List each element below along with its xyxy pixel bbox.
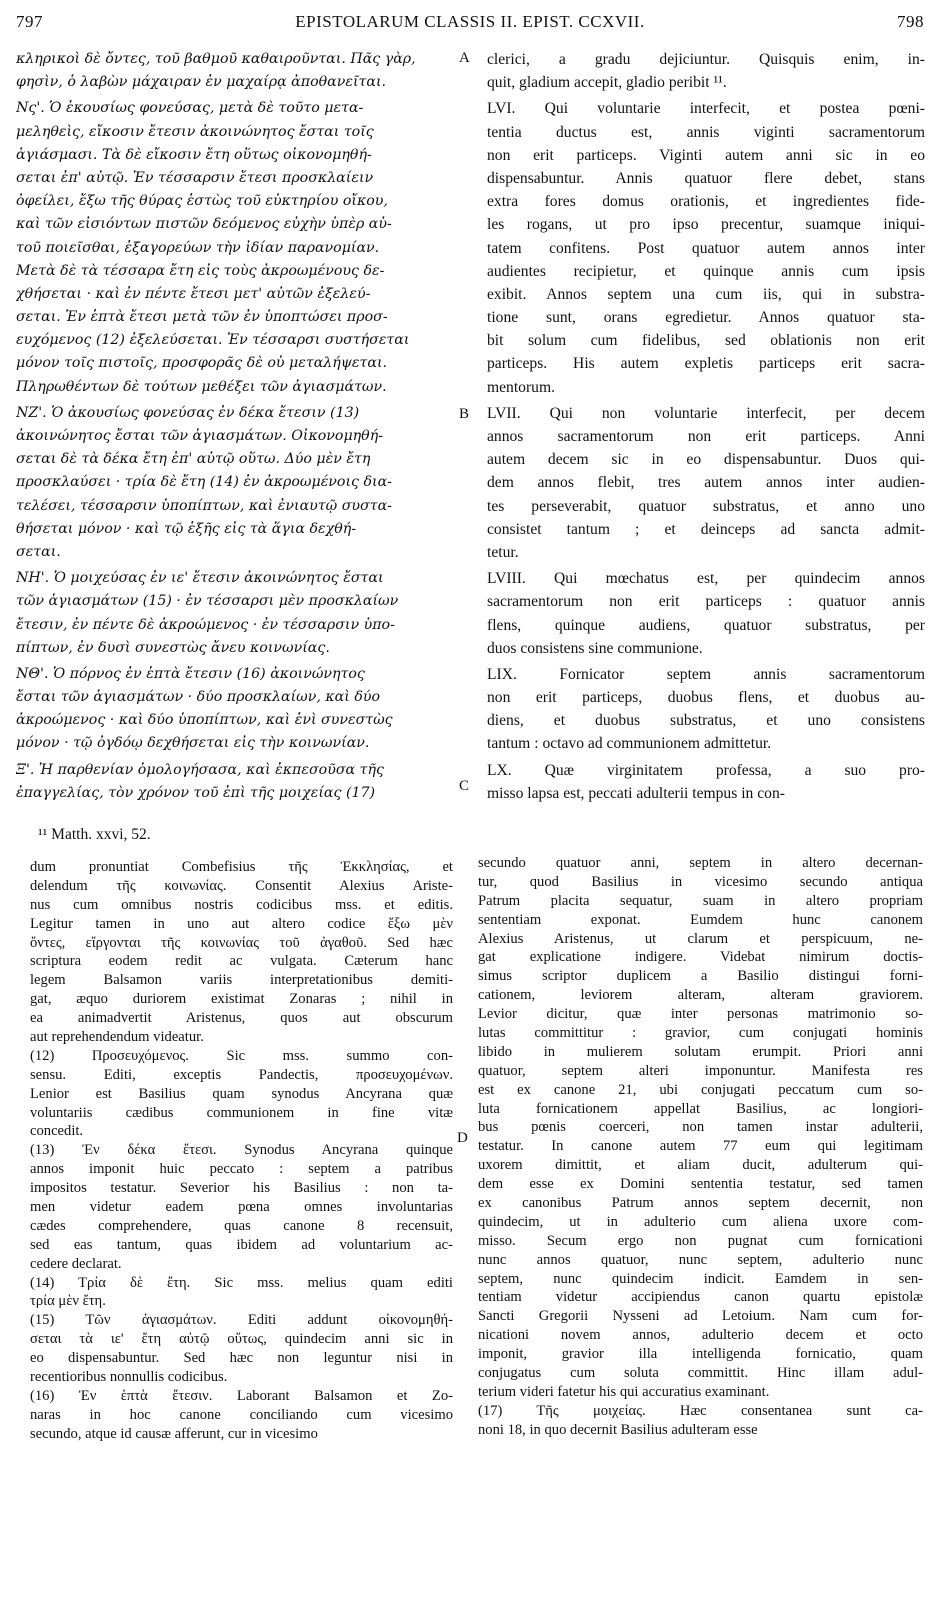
text-line: καὶ τῶν εἰσιόντων πιστῶν δεόμενος εὐχὴν ὑπὲρ αὐ- — [16, 216, 392, 233]
text-line: LIX. Fornicator septem annis sacramentorum — [487, 665, 925, 683]
text-line: τελέσει, τέσσαρσιν ὑποπίπτων, καὶ ἐνιαυτῷ συστα- — [16, 497, 392, 514]
text-line: non erit particeps, duobus flens, et duobus au- — [487, 689, 925, 707]
text-line: tetur. — [487, 543, 519, 561]
text-line: ex canonibus Patrum annos septem decernit, non — [478, 1195, 923, 1212]
text-line: LVI. Qui voluntarie interfecit, et postea pœni- — [487, 100, 925, 118]
text-line: misso. Secum ergo non pugnat cum fornicationi — [478, 1232, 923, 1249]
notes-left-column — [30, 858, 453, 1444]
text-line: delendum τῆς κοινωνίας. Consentit Alexius Ariste- — [30, 877, 453, 894]
text-line: impositos testatur. Severior his Basilius : non ta- — [30, 1180, 453, 1197]
text-line: scriptura eodem redit ac vulgata. Cæterum hanc — [30, 953, 453, 970]
text-line: eo dispensabuntur. Sed hæc non leguntur nisi in — [30, 1350, 453, 1367]
notes-right-column — [478, 854, 923, 1440]
text-line: NZ'. Ὁ ἀκουσίως φονεύσας ἐν δέκα ἔτεσιν (13) — [16, 404, 360, 421]
text-line: clerici, a gradu dejiciuntur. Quisquis enim, in- — [487, 51, 925, 68]
text-line: uxorem dimittit, et aliam ducit, adulterum qui- — [478, 1157, 923, 1174]
text-line: noni 18, in quo decernit Basilius adulteram esse — [478, 1421, 758, 1438]
text-line: πίπτων, ἐν δυσὶ συνεστὼς ἄνευ κοινωνίας. — [16, 639, 330, 656]
text-line: nicationi novem annos, adulterio decem et octo — [478, 1327, 923, 1344]
text-line: LVIII. Qui mœchatus est, per quindecim annos — [487, 570, 925, 588]
text-line: σεται ἐπ' αὐτῷ. Ἐν τέσσαρσιν ἔτεσι προσκλαίειν — [16, 169, 374, 186]
text-line: θήσεται μόνον · καὶ τῷ ἑξῆς εἰς τὰ ἅγια δεχθή- — [16, 520, 357, 537]
text-line: tes perseverabit, quatuor substratus, et anno uno — [487, 497, 925, 515]
text-line: LX. Quæ virginitatem professa, a suo pro- — [487, 761, 925, 779]
text-line: τρία μὲν ἔτη. — [30, 1293, 106, 1310]
text-line: Levior dicitur, quæ inter personas matrimonio so- — [478, 1006, 923, 1023]
text-line: bus pœnis coerceri, non tamen instar adulterii, — [478, 1119, 923, 1136]
text-line: misso lapsa est, peccati adulterii tempus in con- — [487, 784, 785, 802]
text-line: terium videri fatetur his qui accuratius examinant. — [478, 1383, 770, 1400]
text-line: sacramentorum non erit particeps : quatuor annis — [487, 593, 925, 611]
text-line: lutas committitur : gravior, cum conjugati hominis — [478, 1025, 923, 1042]
text-line: non erit particeps. Viginti autem anni sic in eo — [487, 146, 925, 164]
text-line: les rogans, ut pro ipso precentur, suamque iniqui- — [487, 216, 925, 234]
text-line: tione sunt, orans egredietur. Annos quatuor sta- — [487, 309, 925, 327]
text-line: cationem, leviorem alteram, alteram graviorem. — [478, 987, 923, 1004]
text-line: autem decem sic in eo dispensabuntur. Duos qui- — [487, 451, 925, 469]
text-line: nunc annos quatuor, nunc septem, adulterio nunc — [478, 1251, 923, 1268]
text-line: sententiam exponat. Eumdem hunc canonem — [478, 911, 923, 928]
text-line: φησὶν, ὁ λαβὼν μάχαιραν ἐν μαχαίρᾳ ἀποθανεῖται. — [16, 74, 387, 91]
text-line: diens, et duobus substratus, et uno consistens — [487, 712, 925, 730]
text-line: tentia ductus est, annis viginti sacramentorum — [487, 123, 925, 141]
text-line: σεται. — [16, 543, 61, 560]
text-line: μεληθεὶς, εἴκοσιν ἔτεσιν ἀκοινώνητος ἔσται τοῖς — [16, 123, 374, 140]
text-line: annos imponit huic peccato : septem a patribus — [30, 1161, 453, 1178]
greek-text-column — [16, 48, 456, 805]
text-line: imponit, gravior illa intelligenda fornicatio, quam — [478, 1346, 923, 1363]
text-line: Legitur tamen in uno aut altero codice ἔξω μὲν — [30, 915, 453, 932]
text-line: recentioribus nonnullis codicibus. — [30, 1369, 228, 1386]
text-line: NΘ'. Ὁ πόρνος ἐν ἑπτὰ ἔτεσιν (16) ἀκοινώνητος — [16, 665, 365, 682]
footnote: ¹¹ Matth. xxvi, 52. — [38, 826, 151, 843]
text-line: secundo quatuor anni, septem in altero decernan- — [478, 855, 923, 871]
text-line: naras in hoc canone conciliando cum vicesimo — [30, 1406, 453, 1423]
text-line: est ex canone 21, ubi conjugati peccatum cum so- — [478, 1081, 923, 1098]
text-line: χθήσεται · καὶ ἐν πέντε ἔτεσι μετ' αὐτῶν ἐξελεύ- — [16, 285, 371, 302]
text-line: τοῦ ποιεῖσθαι, ἐξαγορεύων τὴν ἰδίαν παρανομίαν. — [16, 239, 380, 256]
text-line: (14) Τρία δὲ ἔτη. Sic mss. melius quam editi — [30, 1274, 453, 1291]
text-line: luta fornicationem appellat Basilius, ac longiori- — [478, 1100, 923, 1117]
text-line: dispensabuntur. Annis quatuor flere debet, stans — [487, 169, 925, 187]
text-line: sed eas tantum, quas ibidem ad voluntarium ac- — [30, 1236, 453, 1253]
text-line: προσκλαύσει · τρία δὲ ἔτη (14) ἐν ἀκροωμένοις δια- — [16, 474, 392, 491]
page-number-right: 798 — [897, 12, 924, 31]
text-line: Nς'. Ὁ ἑκουσίως φονεύσας, μετὰ δὲ τοῦτο μετα- — [16, 100, 364, 117]
text-line: nus cum omnibus nostris codicibus mss. et editis. — [30, 896, 453, 913]
text-line: cedere declarat. — [30, 1255, 122, 1272]
margin-letter-a: A — [459, 50, 470, 66]
text-line: μόνον τοῖς πιστοῖς, προσφορᾶς δὲ οὐ μεταλήψεται. — [16, 355, 388, 372]
text-line: Alexius Aristenus, ut clarum et perspicuum, ne- — [478, 930, 923, 947]
text-line: aut reprehendendum videatur. — [30, 1029, 204, 1046]
text-line: audientes recipietur, et quinque annis cum ipsis — [487, 262, 925, 280]
text-line: tentiam videtur accipiendus canon quartu epistolæ — [478, 1289, 923, 1306]
text-line: dem annos flebit, tres autem annos inter audien- — [487, 474, 925, 492]
text-line: Ξ'. Ἡ παρθενίαν ὁμολογήσασα, καὶ ἐκπεσοῦσα τῆς — [16, 761, 384, 778]
text-line: ὄντες, εἴργονται τῆς κοινωνίας τοῦ ἀγαθοῦ. Sed hæc — [30, 934, 453, 951]
text-line: quatuor, septem alteri imponuntur. Manifesta res — [478, 1062, 923, 1079]
text-line: tur, quod Basilius in vicesimo secundo antiqua — [478, 873, 923, 890]
text-line: ἀκροώμενος · καὶ δύο ὑποπίπτων, καὶ ἑνὶ συνεστὼς — [16, 712, 393, 729]
text-line: σεται δὲ τὰ δέκα ἔτη ἐπ' αὐτῷ οὕτω. Δύο μὲν ἔτη — [16, 451, 371, 468]
text-line: testatur. In canone autem 77 eum qui legitimam — [478, 1138, 923, 1155]
text-line: ἐπαγγελίας, τὸν χρόνον τοῦ ἐπὶ τῆς μοιχείας (17) — [16, 784, 376, 801]
text-line: NH'. Ὁ μοιχεύσας ἐν ιε' ἔτεσιν ἀκοινώνητος ἔσται — [16, 570, 384, 587]
text-line: sensu. Editi, exceptis Pandectis, προσευχομένων. — [30, 1066, 453, 1083]
text-line: κληρικοὶ δὲ ὄντες, τοῦ βαθμοῦ καθαιροῦνται. Πᾶς γὰρ, — [16, 51, 416, 67]
latin-text-column — [487, 48, 925, 805]
text-line: men videtur eadem pœna omnes involuntarias — [30, 1199, 453, 1216]
text-line: secundo, atque id causæ afferunt, cur in vicesimo — [30, 1425, 318, 1442]
text-line: legem Balsamon variis interpretationibus demiti- — [30, 972, 453, 989]
text-line: libido in mulierem solutam erumpit. Priori anni — [478, 1043, 923, 1060]
text-line: (12) Προσευχόμενος. Sic mss. summo con- — [30, 1047, 453, 1064]
text-line: exibit. Annos septem una cum iis, qui in substra- — [487, 285, 925, 303]
text-line: ἔτεσιν, ἐν πέντε δὲ ἀκροώμενος · ἐν τέσσαρσιν ὑπο- — [16, 616, 395, 633]
text-line: Sancti Gregorii Nysseni ad Letoium. Nam cum for- — [478, 1308, 923, 1325]
text-line: ἀκοινώνητος ἔσται τῶν ἁγιασμάτων. Οἰκονομηθή- — [16, 428, 384, 444]
text-line: Patrum placita sequatur, suam in altero propriam — [478, 892, 923, 909]
text-line: tantum : octavo ad communionem admittetur. — [487, 735, 772, 753]
running-title: EPISTOLARUM CLASSIS II. EPIST. CCXVII. — [295, 12, 645, 31]
text-line: ea animadvertit Aristenus, quos aut obscurum — [30, 1010, 453, 1027]
text-line: ἁγιάσμασι. Τὰ δὲ εἴκοσιν ἔτη οὕτως οἰκονομηθή- — [16, 146, 372, 163]
text-line: duos consistens sine communione. — [487, 639, 703, 657]
text-line: consistet tantum ; et deinceps ad sancta admit- — [487, 520, 925, 538]
text-line: (13) Ἐν δέκα ἔτεσι. Synodus Ancyrana quinque — [30, 1142, 453, 1159]
text-line: τῶν ἁγιασμάτων (15) · ἐν τέσσαρσι μὲν προσκλαίων — [16, 593, 399, 610]
text-line: dum pronuntiat Combefisius τῆς Ἐκκλησίας, et — [30, 859, 453, 875]
text-line: mentorum. — [487, 378, 555, 396]
text-line: LVII. Qui non voluntarie interfecit, per decem — [487, 404, 925, 422]
text-line: quindecim, ut in adulterio cum aliena uxore com- — [478, 1213, 923, 1230]
text-line: σεται τὰ ιε' ἔτη αὐτῷ οὕτως, quindecim anni sic in — [30, 1331, 453, 1348]
text-line: voluntariis cædibus communionem in fine vitæ — [30, 1104, 453, 1121]
text-line: tatem confitens. Post quatuor autem annos inter — [487, 239, 925, 257]
text-line: ἔσται τῶν ἁγιασμάτων · δύο προσκλαίων, καὶ δύο — [16, 689, 381, 706]
text-line: μόνον · τῷ ὀγδόῳ δεχθήσεται εἰς τὴν κοινωνίαν. — [16, 735, 370, 752]
text-line: annos sacramentorum non erit particeps. Anni — [487, 428, 925, 445]
text-line: (16) Ἐν ἑπτὰ ἔτεσιν. Laborant Balsamon et Zo- — [30, 1387, 453, 1404]
text-line: dem esse ex Domini sententia testatur, sed tamen — [478, 1176, 923, 1193]
text-line: gat explicatione indigere. Videbat nimirum doctis- — [478, 949, 923, 966]
text-line: Μετὰ δὲ τὰ τέσσαρα ἔτη εἰς τοὺς ἀκροωμένους δε- — [16, 262, 385, 279]
text-line: quit, gladium accepit, gladio peribit ¹¹. — [487, 74, 727, 92]
text-line: σεται. Ἐν ἑπτὰ ἔτεσι μετὰ τῶν ἐν ὑποπτώσει προσ- — [16, 309, 388, 326]
text-line: particeps. His autem expletis particeps erit sacra- — [487, 355, 925, 373]
text-line: ὀφείλει, ἔξω τῆς θύρας ἑστὼς τοῦ εὐκτηρίου οἴκου, — [16, 193, 388, 210]
text-line: extra fores domus orationis, et ingredientes fide- — [487, 193, 925, 211]
text-line: (15) Τῶν ἁγιασμάτων. Editi addunt οἰκονομηθή- — [30, 1312, 453, 1329]
text-line: ευχόμενος (12) ἐξελεύσεται. Ἐν τέσσαρσι συστήσεται — [16, 332, 410, 349]
margin-letter-d: D — [457, 1130, 468, 1146]
page-number-left: 797 — [16, 12, 43, 31]
running-header — [16, 12, 924, 38]
text-line: concedit. — [30, 1123, 84, 1140]
text-line: Lenior est Basilius quam synodus Ancyrana quæ — [30, 1085, 453, 1102]
margin-letter-b: B — [459, 406, 470, 422]
text-line: septem, nunc quindecim indicit. Eamdem in sen- — [478, 1270, 923, 1287]
text-line: cædes comprehendere, quas canone 8 recensuit, — [30, 1217, 453, 1234]
text-line: (17) Τῆς μοιχείας. Hæc consentanea sunt ca- — [478, 1402, 923, 1419]
text-line: gat, æquo duriorem existimat Zonaras ; nihil in — [30, 991, 453, 1008]
text-line: bit solum cum fidelibus, sed oblationis non erit — [487, 332, 925, 350]
margin-letter-c: C — [459, 778, 470, 794]
text-line: flens, quinque audiens, quatuor substratus, per — [487, 616, 925, 634]
text-line: simus scriptor duplicem a Basilio distingui forni- — [478, 968, 923, 985]
text-line: conjugatus cum soluta committit. Hinc illam adul- — [478, 1365, 923, 1382]
text-line: Πληρωθέντων δὲ τούτων μεθέξει τῶν ἁγιασμάτων. — [16, 378, 387, 395]
